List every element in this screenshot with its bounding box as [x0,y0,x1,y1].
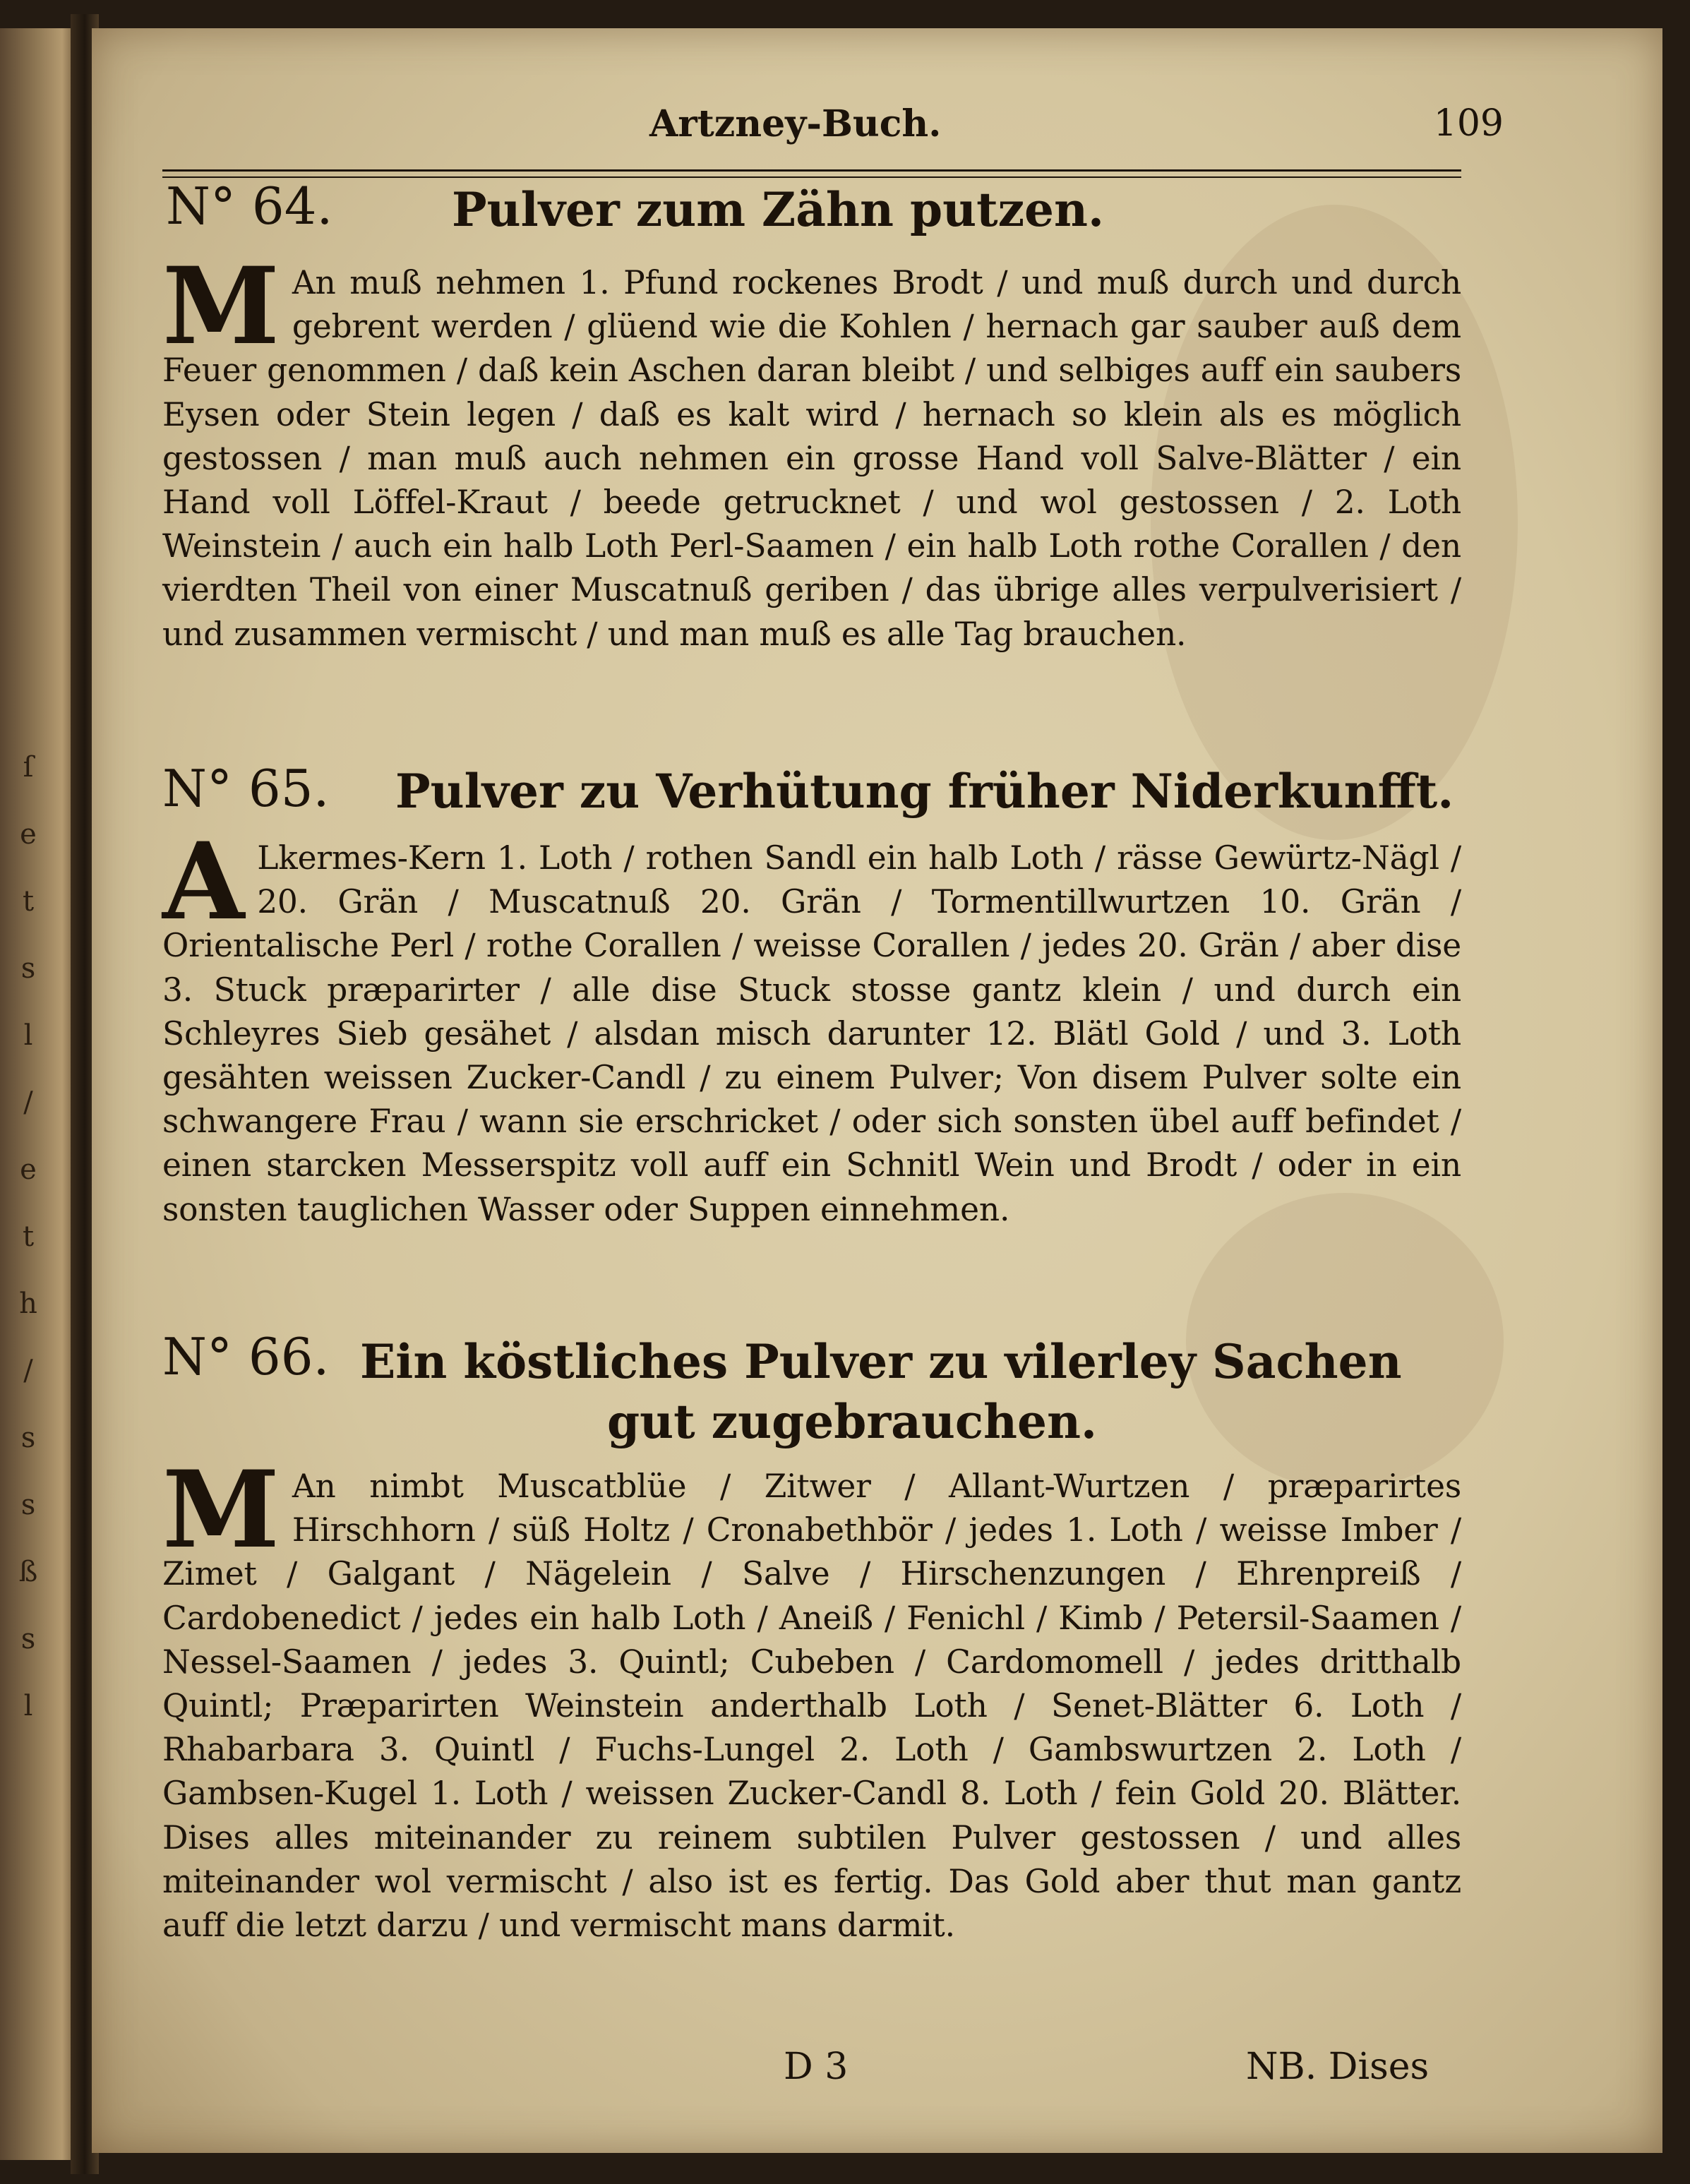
facing-page-fragments [7,734,49,1740]
catchword: NB. Dises [1246,2046,1430,2088]
fragment-char: / [23,1086,33,1119]
fragment-char: e [20,1153,37,1186]
fragment-char: t [22,885,35,918]
entry-body: An nimbt Muscatblüe / Zitwer / Allant-Wurtzen / præparirtes Hirschhorn / süß Holtz / Cronabethbör / jedes 1. Loth / weisse Imber / Zimet / Galgant / Nägelein / Salve / Hirschenzungen / Ehrenpreiß / Cardobenedict / jedes ein halb Loth / Aneiß / Fenichl / Kimb / Petersil-Saamen / Nessel-Saamen / jedes 3. Quintl; Cubeben / Cardomomell / jedes dritthalb Quintl; Præparirten Weinstein anderthalb Loth / Senet-Blätter 6. Loth / Rhabarbara 3. Quintl / Fuchs-Lungel 2. Loth / Gambswurtzen 2. Loth / Gambsen-Kugel 1. Loth / weissen Zucker-Candl 8. Loth / fein Gold 20. Blätter. Dises alles miteinander zu reinem subtilen Pulver gestossen / und alles miteinander wol vermischt / also ist es fertig. Das Gold aber thut man gantz auff die letzt darzu / und vermischt mans darmit. [162,1468,1461,1945]
page-number: 109 [1433,102,1504,145]
entry-65-text [162,820,1461,1232]
entry-number: N° 66. [162,1327,330,1386]
fragment-char: t [22,1220,35,1253]
entry-title: Pulver zu Verhütung früher Niderkunfft. [395,764,1454,819]
entry-number: N° 65. [162,759,330,818]
fragment-char: ſ [23,751,34,784]
fragment-char: e [20,818,37,851]
entry-title-line2: gut zugebrauchen. [607,1394,1097,1449]
fragment-char: s [20,1422,36,1454]
entry-body: An muß nehmen 1. Pfund rockenes Brodt / und muß durch und durch gebrent werden / glüend wie die Kohlen / hernach gar sauber auß dem Feuer genommen / daß kein Aschen daran bleibt / und selbiges auff ein saubers Eysen oder Stein legen / daß es kalt wird / hernach so klein als es möglich gestossen / man muß auch nehmen ein grosse Hand voll Salve-Blätter / ein Hand voll Löffel-Kraut / beede getrucknet / und wol gestossen / 2. Loth Weinstein / auch ein halb Loth Perl-Saamen / ein halb Loth rothe Corallen / den vierdten Theil von einer Muscatnuß geriben / das übrige alles verpulverisiert / und zusammen vermischt / und man muß es alle Tag brauchen. [162,264,1461,653]
signature-mark: D 3 [784,2046,849,2088]
fragment-char: l [23,1690,33,1722]
facing-page-edge [0,28,78,2160]
drop-initial: A [162,820,245,944]
fragment-char: / [23,1355,33,1387]
fragment-char: s [20,1623,36,1655]
entry-66-text [162,1448,1461,1948]
entry-title: Ein köstliches Pulver zu vilerley Sachen [360,1334,1402,1389]
fragment-char: s [20,952,36,985]
drop-initial: M [162,1448,280,1572]
entry-64-text [162,244,1461,656]
entry-title: Pulver zum Zähn putzen. [452,182,1104,237]
running-head [184,102,1525,145]
drop-initial: M [162,244,280,368]
entry-number: N° 64. [166,176,333,236]
running-title: Artzney-Buch. [649,102,942,145]
fragment-char: l [23,1019,33,1052]
header-rule [162,169,1461,178]
entry-body: Lkermes-Kern 1. Loth / rothen Sandl ein halb Loth / rässe Gewürtz-Nägl / 20. Grän / Muscatnuß 20. Grän / Tormentillwurtzen 10. Grän / Orientalische Perl / rothe Corallen / weisse Corallen / jedes 20. Grän / aber dise 3. Stuck præparirter / alle dise Stuck stosse gantz klein / und durch ein Schleyres Sieb gesähet / alsdan misch darunter 12. Blätl Gold / und 3. Loth gesähten weissen Zucker-Candl / zu einem Pulver; Von disem Pulver solte ein schwangere Frau / wann sie erschricket / oder sich sonsten übel auff befindet / einen starcken Messerspitz voll auff ein Schnitl Wein und Brodt / oder in ein sonsten tauglichen Wasser oder Suppen einnehmen. [162,839,1461,1228]
fragment-char: s [20,1489,36,1521]
fragment-char: h [19,1288,37,1320]
fragment-char: ß [18,1556,38,1588]
